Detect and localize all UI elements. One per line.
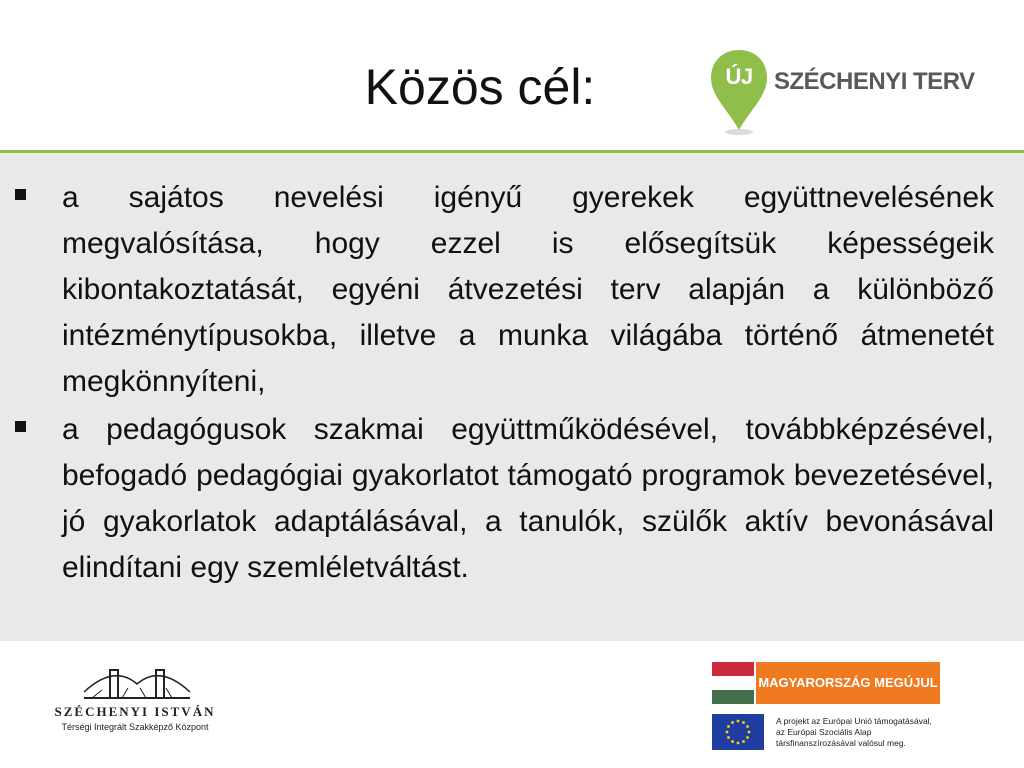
bullet-item [12, 175, 994, 405]
bullet-list [12, 175, 994, 593]
school-logo [50, 662, 220, 742]
logo-brand-text: SZÉCHENYI TERV [774, 68, 975, 95]
school-name: SZÉCHENYI ISTVÁN [54, 704, 216, 719]
eu-funding-line: A projekt az Európai Unió támogatásával, [776, 716, 932, 726]
hungarian-flag-icon [712, 662, 754, 704]
bullet-text: a sajátos nevelési igényű gyerekek együttnevelésének megvalósítása, hogy ezzel is elősegítsük képességeik kibontakoztatását, egyéni átvezetési terv alapján a különböző intézménytípusokba, illetve a munka világába történő átmenetét megkönnyíteni, [62, 181, 994, 398]
eu-funding-line: társfinanszírozásával valósul meg. [776, 738, 906, 748]
slide-title: Közös cél: [364, 59, 596, 115]
bridge-icon [82, 662, 192, 702]
bullet-item [12, 407, 994, 591]
logo-pin-text: ÚJ [725, 64, 753, 89]
school-subtitle: Térségi Integrált Szakképző Központ [61, 722, 209, 732]
bullet-square-icon [15, 189, 26, 200]
bullet-square-icon [15, 421, 26, 432]
bullet-text: a pedagógusok szakmai együttműködésével, továbbképzésével, befogadó pedagógiai gyakorlatot támogató programok bevezetésével, jó gyakorlatok adaptálásával, a tanulók, szülők aktív bevonásával elindítani egy szemléletváltást. [62, 413, 994, 584]
content-panel [0, 153, 1024, 641]
magyarorszag-megujul-badge: MAGYARORSZÁG MEGÚJUL [756, 662, 940, 704]
location-pin-icon [708, 48, 770, 136]
uj-szechenyi-terv-logo [708, 48, 998, 138]
eu-funding-text [776, 716, 976, 749]
eu-funding-line: az Európai Szociális Alap [776, 727, 872, 737]
eu-flag-icon [712, 714, 764, 750]
